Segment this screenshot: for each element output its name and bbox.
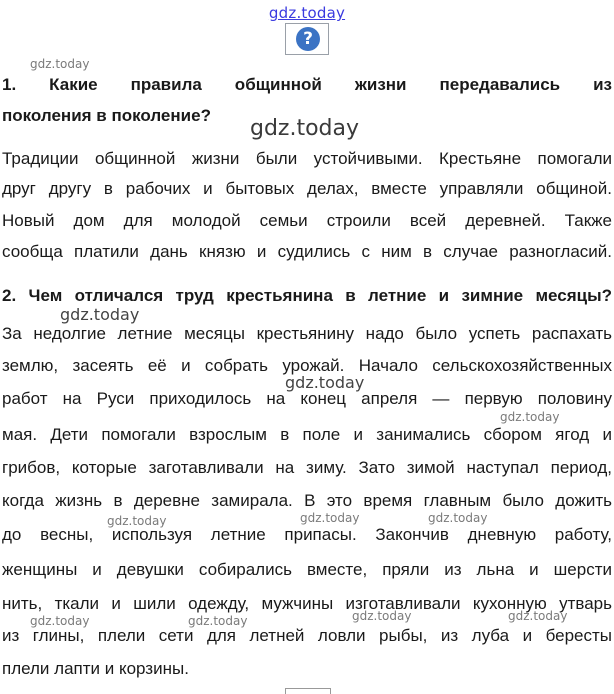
cropped-icon-frame — [285, 688, 331, 694]
answer-2-line: За недолгие летние месяцы крестьянину надо было успеть распахать — [2, 324, 612, 343]
watermark: gdz.today — [107, 514, 167, 528]
question-2-line: 2. Чем отличался труд крестьянина в летние и зимние месяцы? — [2, 286, 612, 305]
watermark: gdz.today — [428, 511, 488, 525]
answer-2-line: до весны, используя летние припасы. Закончив дневную работу, — [2, 525, 612, 544]
answer-2-line: землю, засеять её и собрать урожай. Начало сельскохозяйственных — [2, 356, 612, 375]
answer-2-line: нить, ткали и шили одежду, мужчины изготавливали кухонную утварь — [2, 594, 612, 613]
question-1-line: 1. Какие правила общинной жизни передавались из — [2, 75, 612, 94]
watermark: gdz.today — [508, 609, 568, 623]
question-mark-icon: ? — [296, 27, 320, 51]
watermark: gdz.today — [300, 511, 360, 525]
help-question-icon[interactable] — [285, 23, 329, 55]
watermark: gdz.today — [352, 609, 412, 623]
site-watermark-header: gdz.today — [268, 4, 346, 22]
answer-1-line: друг другу в рабочих и бытовых делах, вместе управляли общиной. — [2, 179, 612, 198]
answer-2-line: грибов, которые заготавливали на зиму. Зато зимой наступал период, — [2, 458, 612, 477]
answer-1-line: сообща платили дань князю и судились с ним в случае разногласий. — [2, 242, 612, 261]
question-1-line: поколения в поколение? — [2, 106, 211, 125]
answer-2-line: плели лапти и корзины. — [2, 659, 189, 678]
answer-1-line: Традиции общинной жизни были устойчивыми. Крестьяне помогали — [2, 149, 612, 168]
watermark: gdz.today — [60, 305, 140, 324]
watermark: gdz.today — [500, 410, 560, 424]
answer-2-line: когда жизнь в деревне замирала. В это время главным было дожить — [2, 491, 612, 510]
watermark: gdz.today — [250, 116, 360, 141]
watermark: gdz.today — [285, 373, 365, 392]
answer-2-line: из глины, плели сети для летней ловли рыбы, из луба и бересты — [2, 626, 612, 645]
answer-2-line: женщины и девушки собирались вместе, пряли из льна и шерсти — [2, 560, 612, 579]
watermark: gdz.today — [30, 614, 90, 628]
answer-1-line: Новый дом для молодой семьи строили всей деревней. Также — [2, 211, 612, 230]
watermark: gdz.today — [30, 57, 90, 71]
answer-2-line: мая. Дети помогали взрослым в поле и занимались сбором ягод и — [2, 425, 612, 444]
answer-2-line: работ на Руси приходилось на конец апреля — первую половину — [2, 389, 612, 408]
watermark: gdz.today — [188, 614, 248, 628]
